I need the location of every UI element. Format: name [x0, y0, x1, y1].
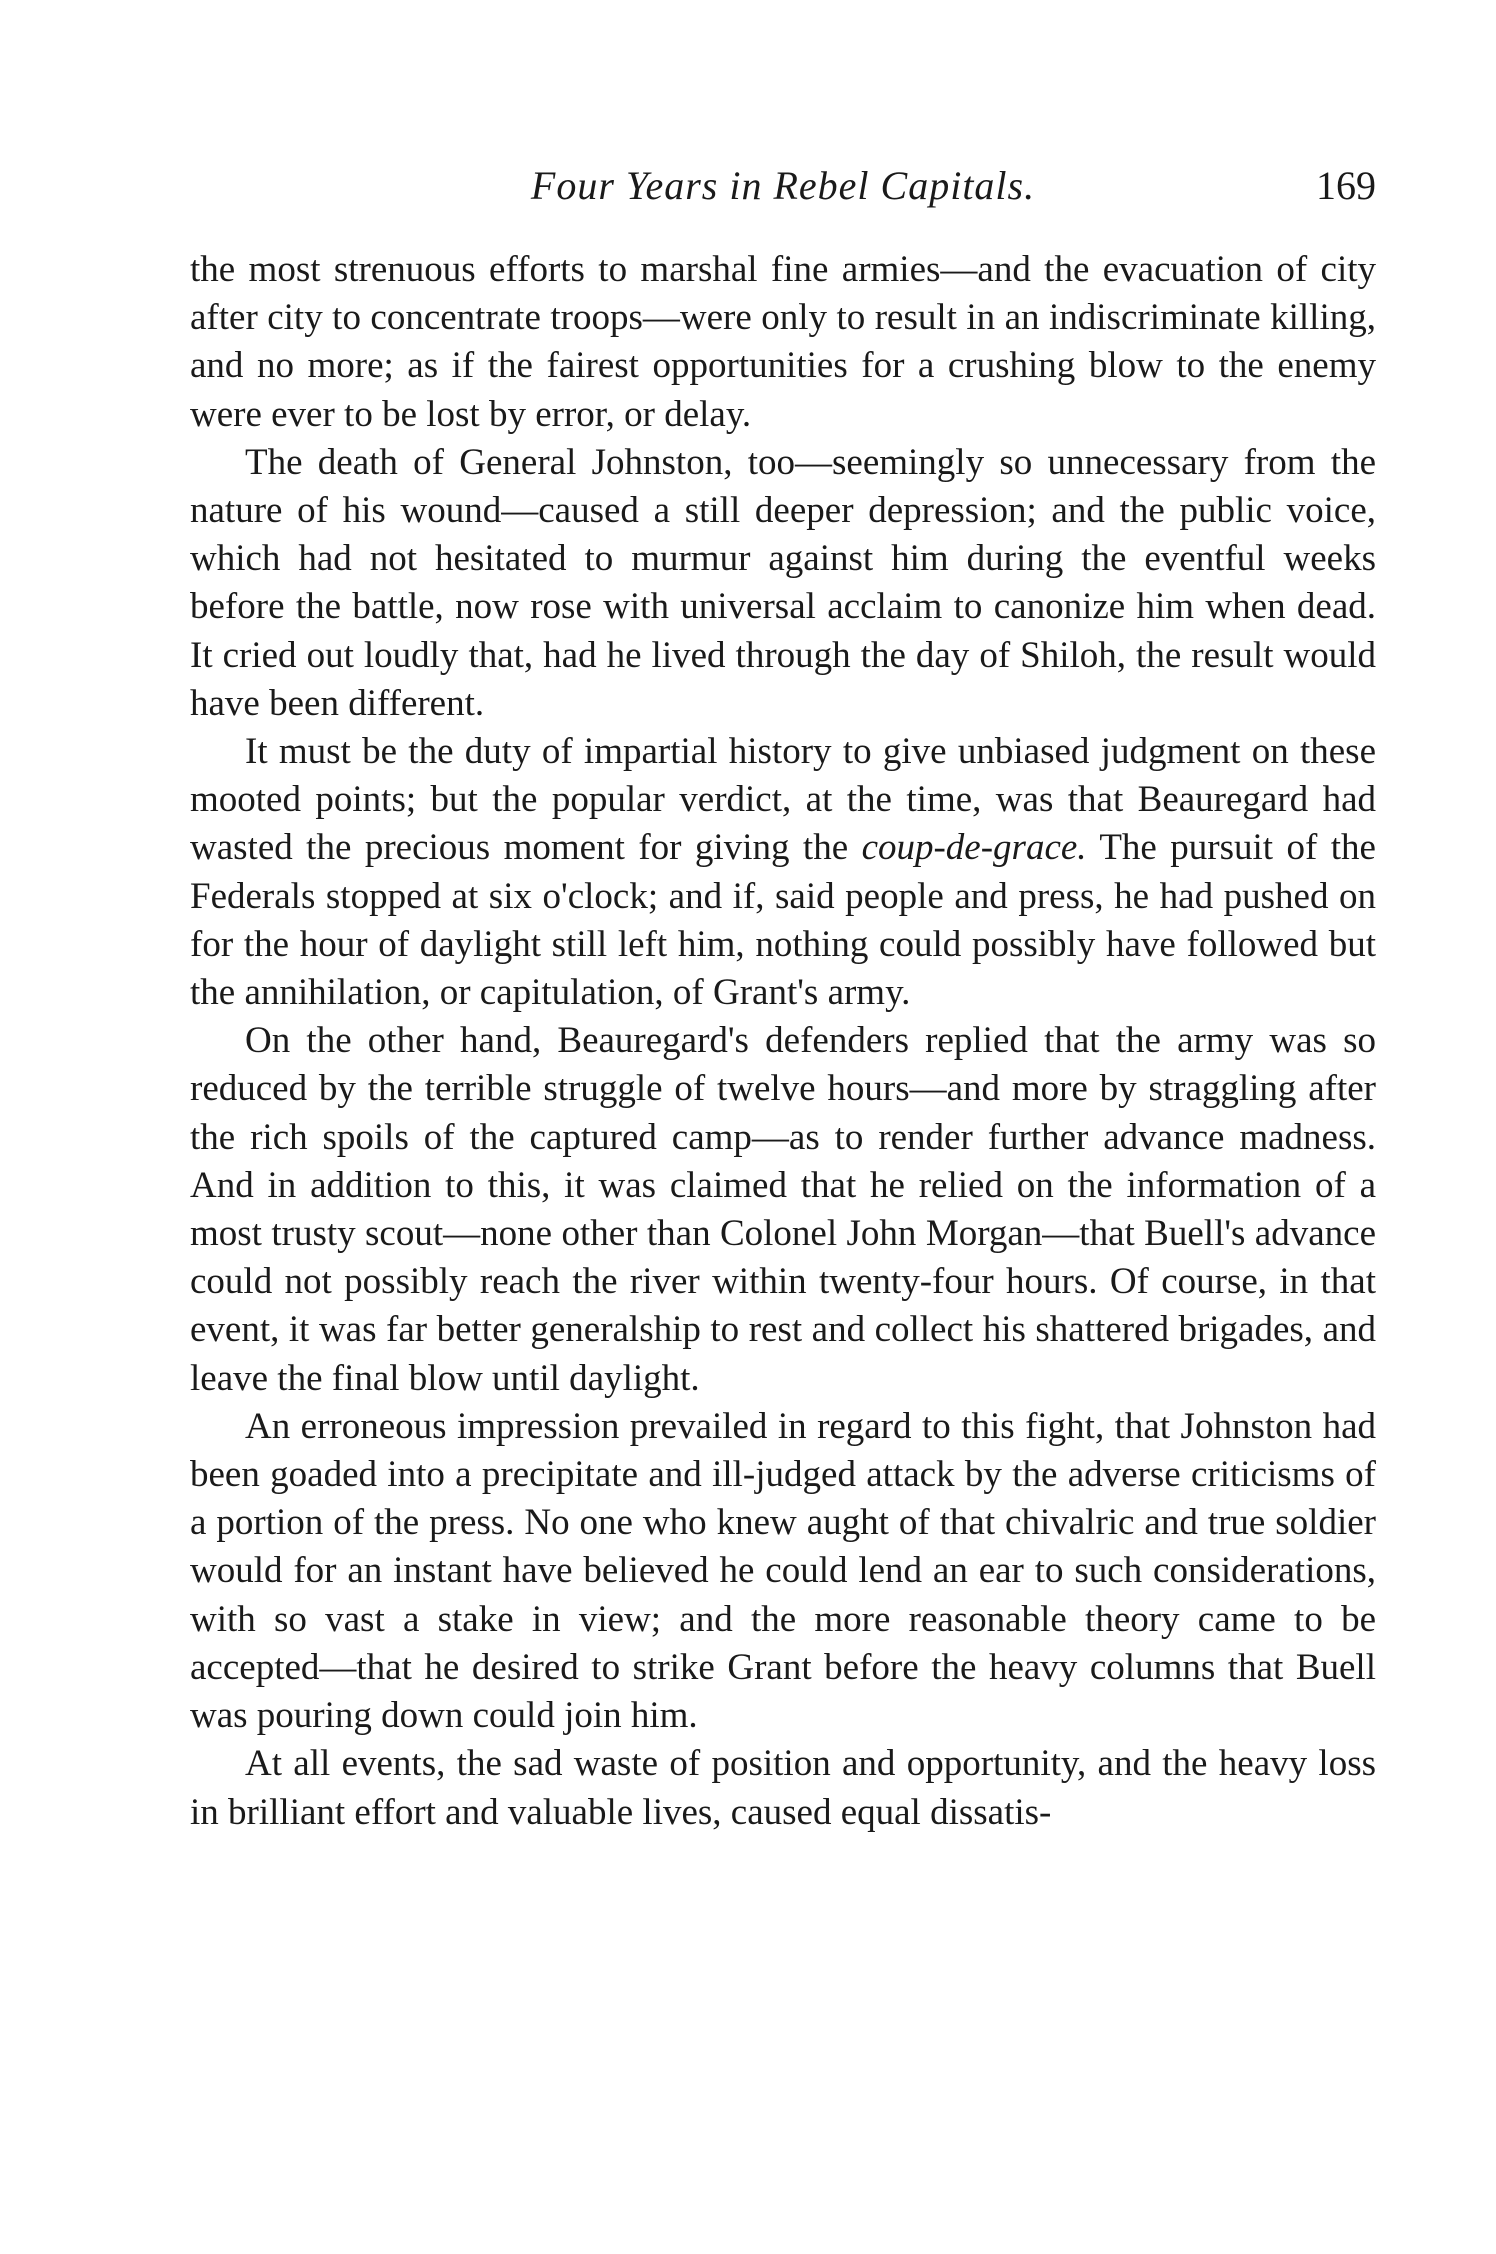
- paragraph-beauregard-defenders: On the other hand, Beauregard's defenders replied that the army was so reduced by the terrible struggle of twelve hours—and more by straggling after the rich spoils of the captured camp—as to render further advance madness. And in addition to this, it was claimed that he relied on the information of a most trusty scout—none other than Colonel John Morgan—that Buell's advance could not possibly reach the river within twenty-four hours. Of course, in that event, it was far better generalship to rest and collect his shattered brigades, and leave the final blow until daylight.: [190, 1020, 1376, 1399]
- italic-phrase-coup-de-grace: coup-de-grace.: [861, 827, 1087, 869]
- body-text: [190, 246, 1376, 1837]
- paragraph-at-all-events: At all events, the sad waste of position and opportunity, and the heavy loss in brilliant effort and valuable lives, caused equal dissatis-: [190, 1743, 1376, 1833]
- running-head: [190, 158, 1376, 214]
- page-number: 169: [1316, 163, 1376, 208]
- paragraph-popular-verdict: [190, 728, 1376, 1017]
- paragraph-text-before-italic: It must be the duty of impartial history to give unbiased judgment on these mooted points; but the popular verdict, at the time, was that Beauregard had wasted the precious moment for giving the: [190, 731, 1376, 869]
- paragraph-erroneous-impression: An erroneous impression prevailed in regard to this fight, that Johnston had been goaded into a precipitate and ill-judged attack by the adverse criticisms of a portion of the press. No one who knew aught of that chivalric and true soldier would for an instant have believed he could lend an ear to such considerations, with so vast a stake in view; and the more reasonable theory came to be accepted—that he desired to strike Grant before the heavy columns that Buell was pouring down could join him.: [190, 1405, 1376, 1737]
- paragraph-johnston-death: The death of General Johnston, too—seemingly so unnecessary from the nature of his wound—caused a still deeper depression; and the public voice, which had not hesitated to murmur against him during the eventful weeks before the battle, now rose with universal acclaim to canonize him when dead. It cried out loudly that, had he lived through the day of Shiloh, the result would have been different.: [190, 441, 1376, 724]
- running-title: Four Years in Rebel Capitals.: [530, 163, 1036, 208]
- paragraph-text-after-italic: The pursuit of the Federals stopped at six o'clock; and if, said people and press, he had pushed on for the hour of daylight still left him, nothing could possibly have followed but the annihilation, or capitulation, of Grant's army.: [190, 827, 1376, 1014]
- paragraph-continued: the most strenuous efforts to marshal fine armies—and the evacuation of city after city to concentrate troops—were only to result in an indiscriminate killing, and no more; as if the fairest opportunities for a crushing blow to the enemy were ever to be lost by error, or delay.: [190, 249, 1376, 435]
